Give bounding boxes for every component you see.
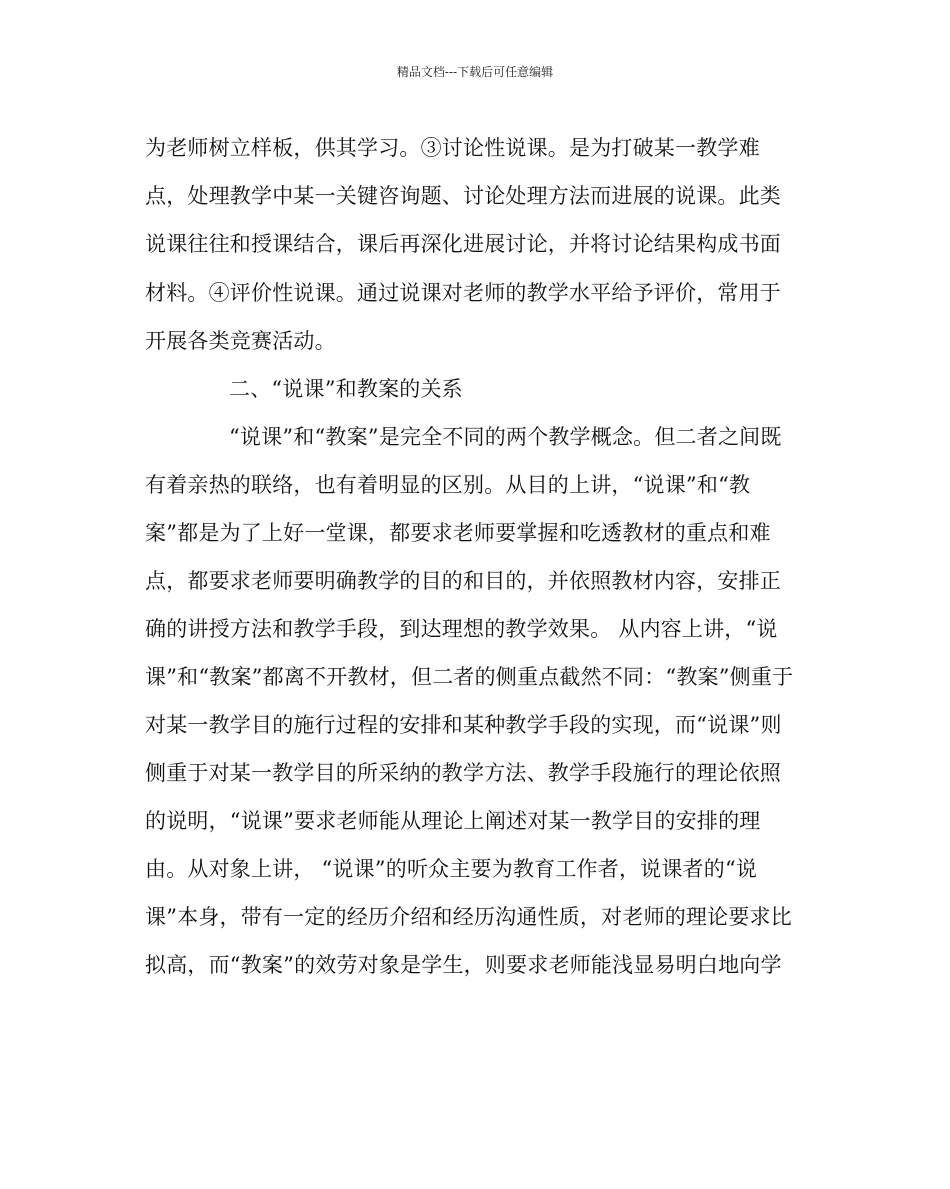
- text-line-17: 课”本身，带有一定的经历介绍和经历沟通性质，对老师的理论要求比: [145, 905, 792, 929]
- text-line-2: 点，处理教学中某一关键咨询题、讨论处理方法而进展的说课。此类: [145, 184, 781, 208]
- text-line-10: 点，都要求老师要明确教学的目的和目的，并依照教材内容，安排正: [145, 569, 781, 593]
- text-line-15: 的说明，“说课”要求老师能从理论上阐述对某一教学目的安排的理: [145, 809, 761, 833]
- text-line-7: “说课”和“教案”是完全不同的两个教学概念。但二者之间既: [229, 425, 782, 449]
- text-line-1: 为老师树立样板，供其学习。③讨论性说课。是为打破某一教学难: [145, 136, 760, 160]
- text-line-14: 侧重于对某一教学目的所采纳的教学方法、教学手段施行的理论依照: [145, 761, 781, 785]
- page-header: 精品文档---下载后可任意编辑: [396, 65, 554, 79]
- text-line-8: 有着亲热的联络，也有着明显的区别。从目的上讲，“说课”和“教: [145, 473, 751, 497]
- text-line-18: 拟高，而“教案”的效劳对象是学生，则要求老师能浅显易明白地向学: [145, 953, 782, 977]
- text-line-4: 材料。④评价性说课。通过说课对老师的教学水平给予评价，常用于: [145, 281, 781, 305]
- text-line-3: 说课往往和授课结合，课后再深化进展讨论，并将讨论结果构成书面: [145, 232, 781, 256]
- text-line-11: 确的讲授方法和教学手段，到达理想的教学效果。 从内容上讲，“说: [145, 617, 778, 641]
- section-heading: 二、“说课”和教案的关系: [229, 377, 463, 401]
- text-line-13: 对某一教学目的施行过程的安排和某种教学手段的实现，而“说课”则: [145, 713, 782, 737]
- text-line-16: 由。从对象上讲， “说课”的听众主要为教育工作者，说课者的“说: [145, 857, 758, 881]
- text-line-5: 开展各类竞赛活动。: [145, 329, 336, 353]
- text-line-12: 课”和“教案”都离不开教材，但二者的侧重点截然不同：“教案”侧重于: [145, 665, 794, 689]
- text-line-9: 案”都是为了上好一堂课，都要求老师要掌握和吃透教材的重点和难: [145, 521, 771, 545]
